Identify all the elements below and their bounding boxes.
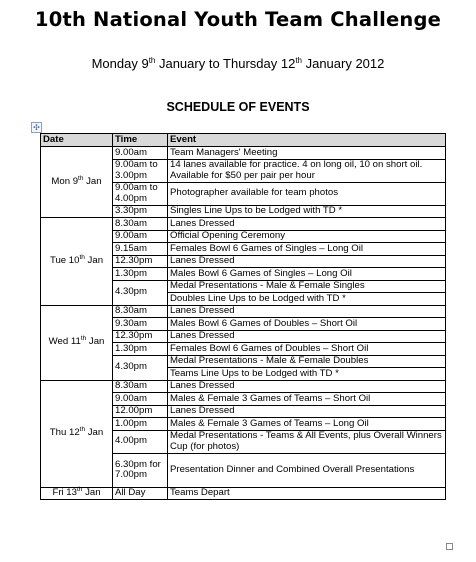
date-month: Jan — [84, 255, 104, 266]
table-move-handle-icon[interactable]: ✣ — [31, 122, 42, 133]
event-cell: Team Managers' Meeting — [168, 147, 446, 160]
event-cell: Females Bowl 6 Games of Singles – Long Oil — [168, 243, 446, 256]
time-cell: 8.30am — [113, 218, 168, 231]
time-cell: 9.30am — [113, 318, 168, 331]
date-day: Fri 13 — [52, 487, 77, 498]
header-date: Date — [41, 134, 113, 147]
date-day: Tue 10 — [49, 255, 80, 266]
event-cell: Lanes Dressed — [168, 305, 446, 318]
event-dates — [0, 56, 476, 71]
table-row — [41, 380, 446, 393]
dates-start: Monday 9 — [91, 56, 149, 71]
document-title: 10th National Youth Team Challenge — [34, 8, 442, 31]
time-cell: 9.00am — [113, 230, 168, 243]
time-cell: 9.00am to 3.00pm — [113, 159, 168, 182]
event-cell: Teams Depart — [168, 487, 446, 500]
table-row — [41, 147, 446, 160]
time-cell: 3.30pm — [113, 205, 168, 218]
date-ordinal: th — [79, 254, 85, 261]
time-cell: 8.30am — [113, 305, 168, 318]
table-row — [41, 487, 446, 500]
event-cell: Males & Female 3 Games of Teams – Long Oil — [168, 418, 446, 431]
event-cell: Photographer available for team photos — [168, 182, 446, 205]
table-row — [41, 218, 446, 231]
time-cell: 4.00pm — [113, 430, 168, 453]
date-day: Mon 9 — [51, 175, 79, 187]
event-cell: Medal Presentations - Teams & All Events, plus Overall Winners Cup (for photos) — [168, 430, 446, 453]
time-cell: 4.30pm — [113, 280, 168, 305]
time-cell: 12.30pm — [113, 330, 168, 343]
event-cell: Lanes Dressed — [168, 255, 446, 268]
dates-start-suffix: th — [148, 56, 156, 65]
date-ordinal: th — [79, 426, 86, 434]
event-cell: Females Bowl 6 Games of Doubles – Short Oil — [168, 343, 446, 356]
date-cell — [41, 305, 113, 380]
date-day: Thu 12 — [49, 427, 80, 439]
schedule-table — [40, 133, 446, 500]
event-cell: Medal Presentations - Male & Female Doubles — [168, 355, 446, 368]
header-time: Time — [113, 134, 168, 147]
time-cell: 9.15am — [113, 243, 168, 256]
time-cell: 12.00pm — [113, 405, 168, 418]
date-cell — [41, 487, 113, 500]
time-cell: 9.00am — [113, 393, 168, 406]
dates-end: January 2012 — [301, 56, 385, 71]
time-cell: 4.30pm — [113, 355, 168, 380]
event-cell: Singles Line Ups to be Lodged with TD * — [168, 205, 446, 218]
event-cell: Presentation Dinner and Combined Overall Presentations — [168, 453, 446, 487]
time-cell: 9.00am to 4.00pm — [113, 182, 168, 205]
event-cell: Males Bowl 6 Games of Doubles – Short Oil — [168, 318, 446, 331]
date-month: Jan — [82, 487, 101, 498]
event-cell: 14 lanes available for practice. 4 on long oil, 10 on short oil. Available for $50 per pair per hour — [168, 159, 446, 182]
date-ordinal: th — [80, 335, 87, 343]
date-cell — [41, 147, 113, 218]
date-cell — [41, 218, 113, 306]
table-header-row — [41, 134, 446, 147]
date-day: Wed 11 — [48, 336, 81, 348]
table-resize-handle[interactable] — [446, 543, 453, 550]
event-cell: Lanes Dressed — [168, 405, 446, 418]
event-cell: Teams Line Ups to be Lodged with TD * — [168, 368, 446, 381]
event-cell: Lanes Dressed — [168, 380, 446, 393]
time-cell: 1.30pm — [113, 343, 168, 356]
table-row — [41, 305, 446, 318]
time-cell: 12.30pm — [113, 255, 168, 268]
event-cell: Males & Female 3 Games of Teams – Short Oil — [168, 393, 446, 406]
date-ordinal: th — [78, 174, 84, 182]
event-cell: Lanes Dressed — [168, 218, 446, 231]
date-month: Jan — [86, 336, 105, 348]
schedule-heading: SCHEDULE OF EVENTS — [166, 100, 310, 114]
time-cell: 9.00am — [113, 147, 168, 160]
time-cell: 6.30pm for 7.00pm — [113, 453, 168, 487]
event-cell: Medal Presentations - Male & Female Singles — [168, 280, 446, 293]
event-cell: Males Bowl 6 Games of Singles – Long Oil — [168, 268, 446, 281]
time-cell: All Day — [113, 487, 168, 500]
event-cell: Lanes Dressed — [168, 330, 446, 343]
dates-middle: January to Thursday 12 — [155, 56, 296, 71]
time-cell: 1.30pm — [113, 268, 168, 281]
time-cell: 1.00pm — [113, 418, 168, 431]
dates-end-suffix: th — [295, 56, 302, 65]
header-event: Event — [168, 134, 446, 147]
date-month: Jan — [83, 175, 102, 187]
date-month: Jan — [85, 427, 104, 439]
date-ordinal: th — [76, 486, 83, 493]
event-cell: Doubles Line Ups to be Lodged with TD * — [168, 293, 446, 306]
time-cell: 8.30am — [113, 380, 168, 393]
event-cell: Official Opening Ceremony — [168, 230, 446, 243]
date-cell — [41, 380, 113, 487]
